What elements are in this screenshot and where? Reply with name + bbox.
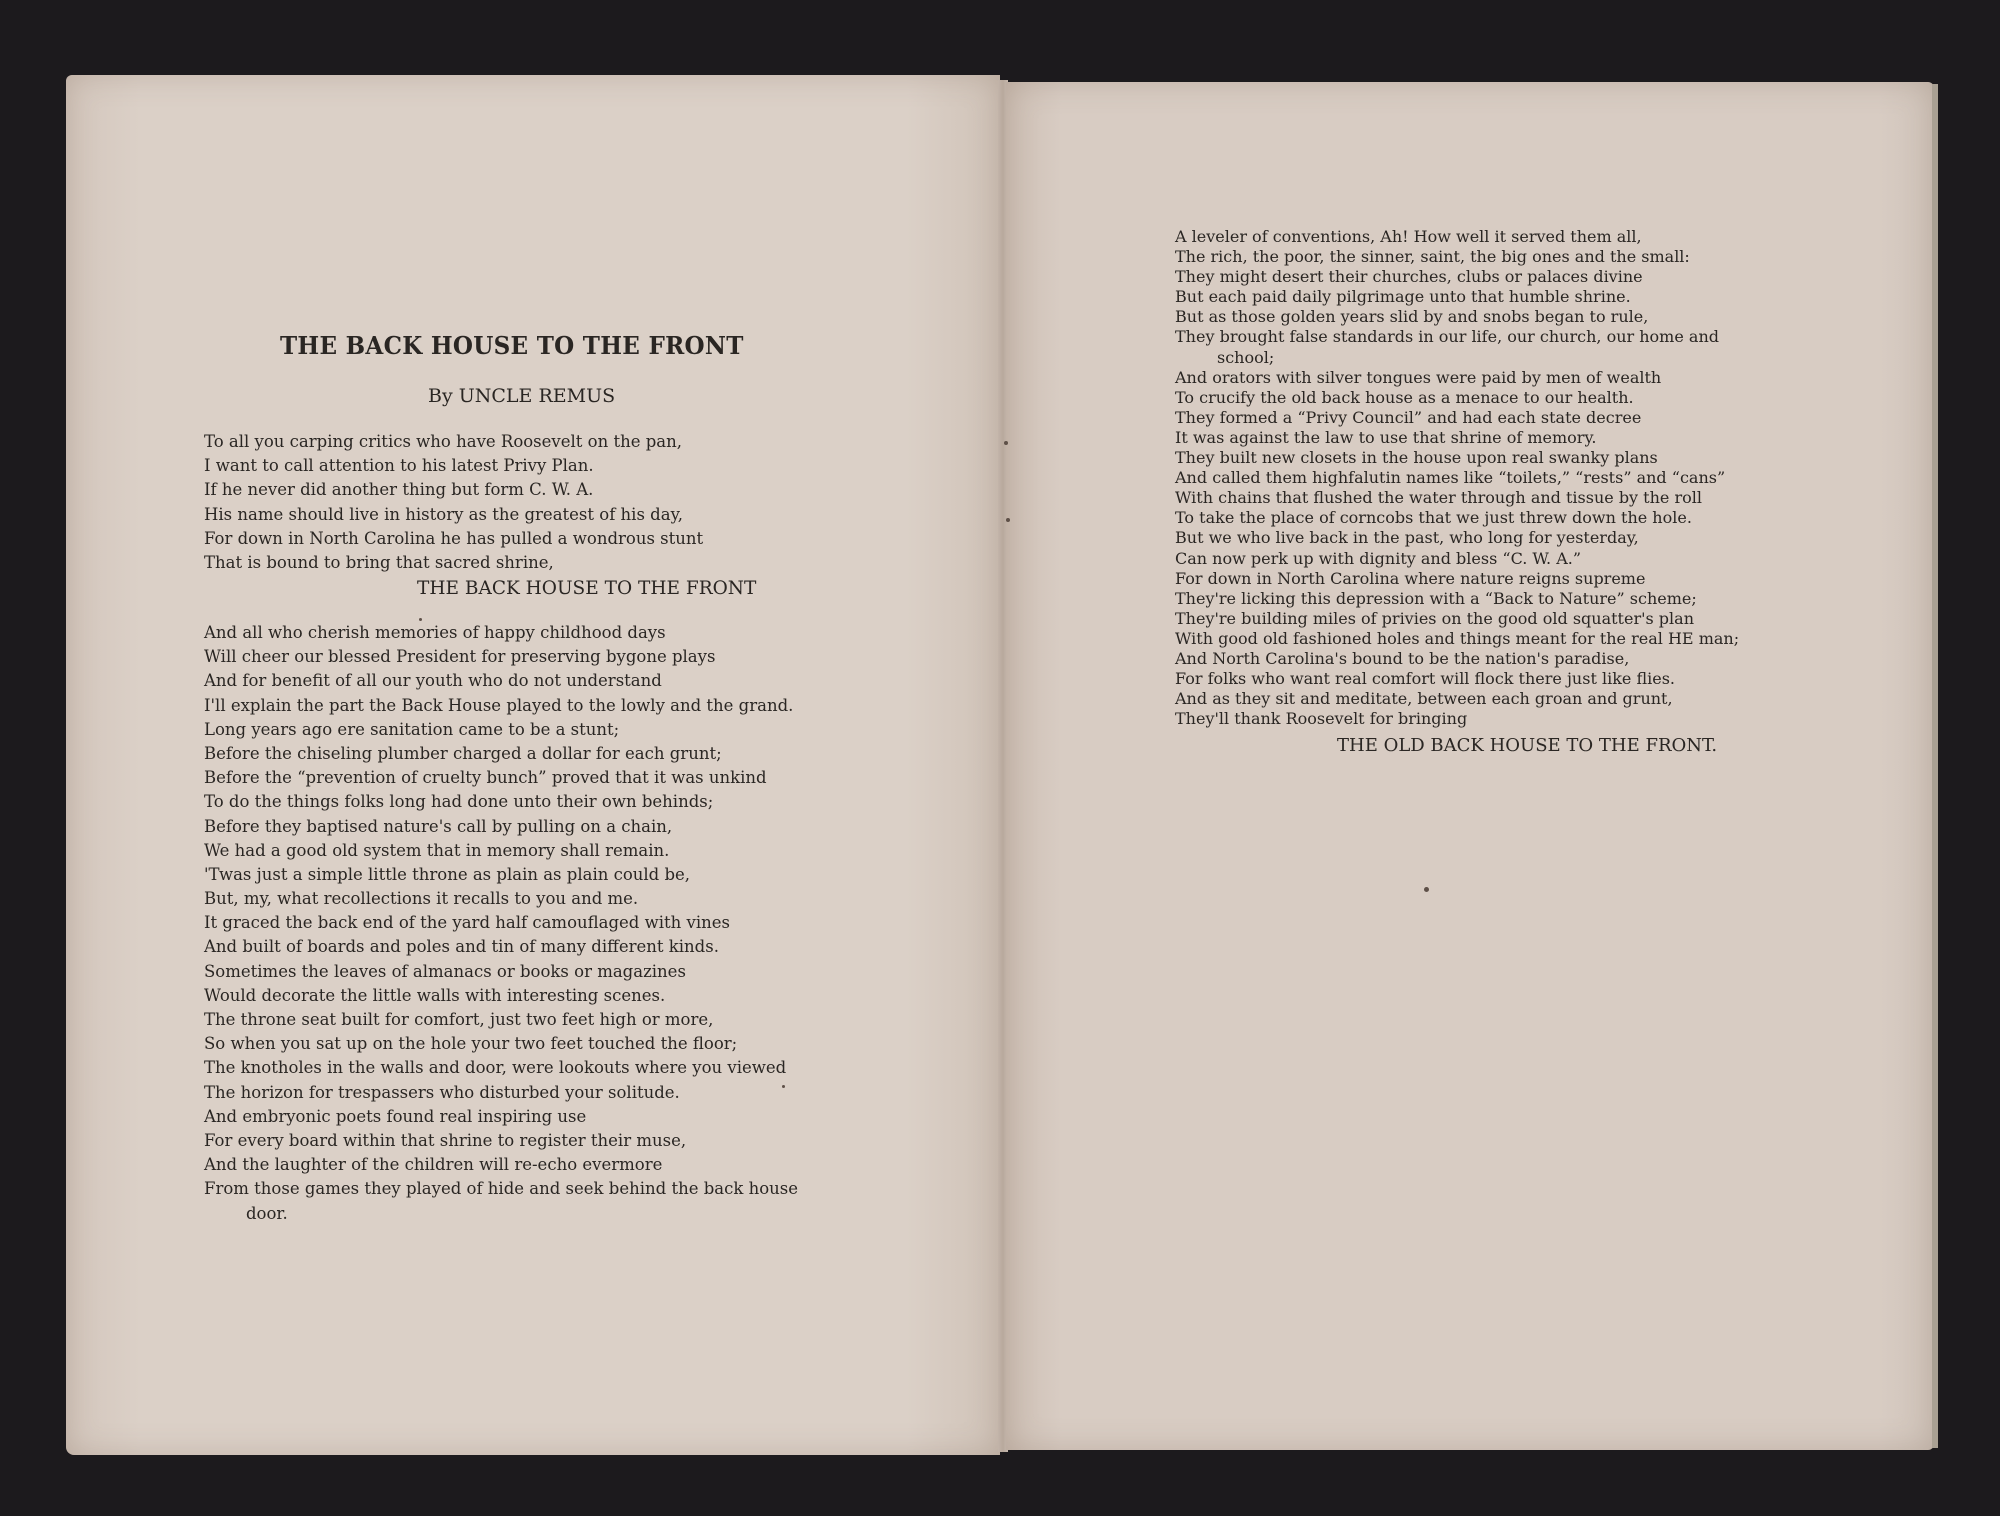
- stanza-2: [204, 621, 798, 1226]
- poem-line: And orators with silver tongues were paid by men of wealth: [1175, 367, 1662, 387]
- poem-line: To crucify the old back house as a menace to our health.: [1175, 387, 1634, 407]
- poem-line: For down in North Carolina he has pulled a wondrous stunt: [204, 528, 704, 548]
- poem-line: And called them highfalutin names like “toilets,” “rests” and “cans”: [1175, 468, 1726, 488]
- poem-line: They built new closets in the house upon real swanky plans: [1175, 448, 1658, 468]
- poem-line: I'll explain the part the Back House played to the lowly and the grand.: [204, 695, 794, 715]
- poem-line: school;: [1217, 347, 1275, 367]
- poem-line: It was against the law to use that shrine of memory.: [1175, 427, 1597, 447]
- poem-byline: By UNCLE REMUS: [428, 385, 616, 407]
- poem-line: For folks who want real comfort will flock there just like flies.: [1175, 669, 1675, 689]
- poem-line: That is bound to bring that sacred shrine,: [204, 552, 554, 572]
- paper-speck: [419, 618, 422, 621]
- poem-line: Can now perk up with dignity and bless “C. W. A.”: [1175, 548, 1582, 568]
- poem-line: To do the things folks long had done unto their own behinds;: [204, 792, 714, 812]
- poem-line: And as they sit and meditate, between each groan and grunt,: [1175, 689, 1673, 709]
- poem-line: And all who cherish memories of happy childhood days: [204, 623, 666, 642]
- poem-line: But each paid daily pilgrimage unto that humble shrine.: [1175, 287, 1631, 307]
- poem-line: But as those golden years slid by and snobs began to rule,: [1175, 307, 1649, 327]
- stanza-3: [1175, 227, 1739, 729]
- poem-line: If he never did another thing but form C. W. A.: [204, 480, 594, 500]
- poem-line: Before they baptised nature's call by pulling on a chain,: [204, 816, 673, 836]
- poem-line: door.: [246, 1203, 288, 1223]
- paper-speck: [782, 1085, 785, 1088]
- stanza-1: [204, 430, 703, 575]
- refrain-right: THE OLD BACK HOUSE TO THE FRONT.: [1337, 735, 1718, 756]
- poem-line: The throne seat built for comfort, just two feet high or more,: [204, 1010, 714, 1029]
- paper-speck: [1424, 887, 1429, 892]
- poem-line: It graced the back end of the yard half camouflaged with vines: [204, 913, 730, 933]
- poem-line: Would decorate the little walls with interesting scenes.: [204, 985, 666, 1005]
- poem-line: And the laughter of the children will re-echo evermore: [204, 1155, 663, 1175]
- poem-title: THE BACK HOUSE TO THE FRONT: [280, 331, 744, 360]
- poem-line: The horizon for trespassers who disturbed your solitude.: [204, 1082, 680, 1102]
- poem-line: We had a good old system that in memory shall remain.: [204, 840, 670, 860]
- poem-line: From those games they played of hide and seek behind the back house: [204, 1179, 799, 1199]
- poem-line: They're licking this depression with a “Back to Nature” scheme;: [1175, 588, 1697, 608]
- poem-line: His name should live in history as the greatest of his day,: [204, 504, 683, 524]
- poem-line: The knotholes in the walls and door, were lookouts where you viewed: [204, 1058, 787, 1078]
- poem-line: With chains that flushed the water through and tissue by the roll: [1175, 488, 1702, 508]
- poem-line: Sometimes the leaves of almanacs or books or magazines: [204, 961, 686, 981]
- poem-line: They brought false standards in our life, our church, our home and: [1175, 327, 1719, 347]
- poem-line: I want to call attention to his latest Privy Plan.: [204, 456, 594, 476]
- poem-line: And embryonic poets found real inspiring use: [204, 1106, 587, 1126]
- poem-line: And built of boards and poles and tin of many different kinds.: [204, 937, 719, 957]
- poem-line: For every board within that shrine to register their muse,: [204, 1130, 687, 1150]
- poem-line: And for benefit of all our youth who do not understand: [204, 671, 662, 691]
- poem-line: With good old fashioned holes and things meant for the real HE man;: [1175, 628, 1740, 648]
- poem-line: Long years ago ere sanitation came to be a stunt;: [204, 719, 620, 739]
- poem-line: But, my, what recollections it recalls to you and me.: [204, 889, 639, 909]
- poem-line: They'll thank Roosevelt for bringing: [1175, 709, 1468, 729]
- poem-line: So when you sat up on the hole your two feet touched the floor;: [204, 1034, 738, 1054]
- paper-speck: [1004, 441, 1008, 445]
- poem-line: To all you carping critics who have Roosevelt on the pan,: [204, 432, 683, 451]
- poem-line: They might desert their churches, clubs or palaces divine: [1175, 267, 1643, 287]
- poem-line: But we who live back in the past, who long for yesterday,: [1175, 528, 1639, 548]
- poem-line: And North Carolina's bound to be the nation's paradise,: [1175, 648, 1630, 668]
- refrain-left: THE BACK HOUSE TO THE FRONT: [417, 578, 757, 599]
- poem-line: For down in North Carolina where nature reigns supreme: [1175, 568, 1646, 588]
- poem-line: A leveler of conventions, Ah! How well it served them all,: [1175, 227, 1642, 246]
- paper-speck: [1006, 518, 1010, 522]
- poem-line: The rich, the poor, the sinner, saint, the big ones and the small:: [1175, 247, 1690, 267]
- poem-line: They're building miles of privies on the good old squatter's plan: [1175, 608, 1694, 628]
- poem-line: Before the “prevention of cruelty bunch” proved that it was unkind: [204, 768, 767, 788]
- poem-line: 'Twas just a simple little throne as plain as plain could be,: [204, 864, 691, 884]
- page-edge: [1932, 84, 1938, 1448]
- poem-line: To take the place of corncobs that we just threw down the hole.: [1175, 508, 1692, 528]
- poem-line: Will cheer our blessed President for preserving bygone plays: [204, 647, 716, 667]
- poem-line: Before the chiseling plumber charged a dollar for each grunt;: [204, 743, 722, 763]
- poem-line: They formed a “Privy Council” and had each state decree: [1175, 407, 1642, 427]
